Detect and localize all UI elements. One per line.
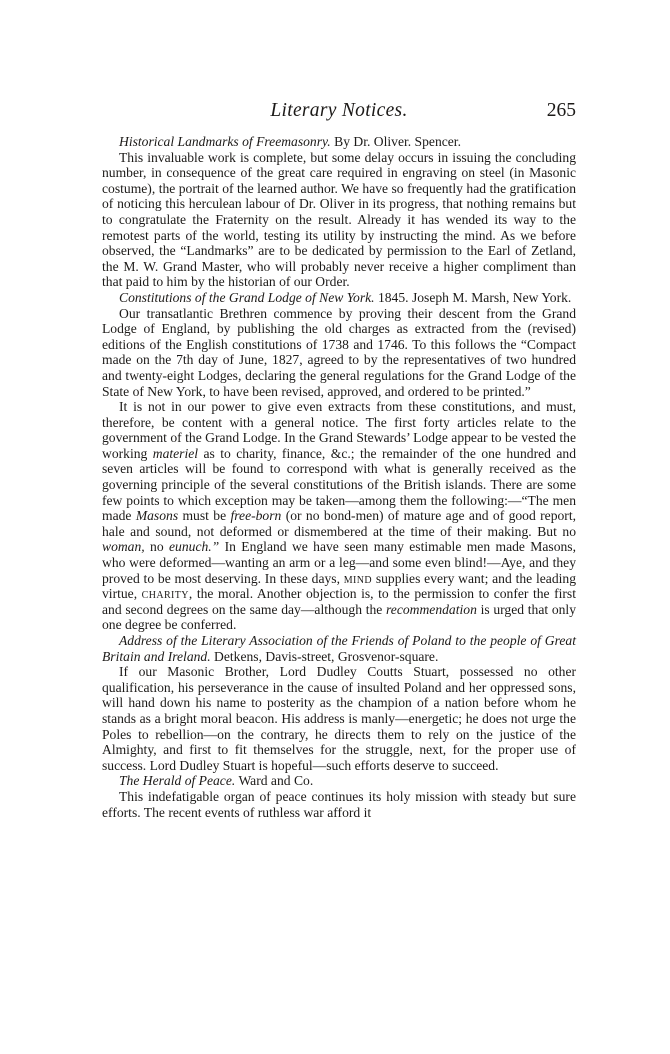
paragraph	[102, 399, 576, 633]
entry-meta: Ward and Co.	[238, 773, 314, 789]
text-run: no	[144, 539, 170, 555]
text-run: is urged that only one degree be conferred.	[102, 601, 576, 633]
entry-title: Constitutions of the Grand Lodge of New York.	[119, 289, 375, 305]
text-run: as to charity, finance, &c.; the remainder of the one hundred and seven articles will be found to correspond with what is generally received as the governing principle of the several constitutions of the British islands. There are some few points to which exception may be taken—among them the following:—“The men made	[102, 445, 576, 524]
italic-run: materiel	[152, 445, 199, 461]
text-run: In England we have seen many estimable men made Masons, who were deformed—wanting an arm or a leg—and some even blind!—Aye, and they proved to be most deserving. In these days,	[102, 539, 576, 586]
body-text	[102, 134, 576, 820]
entry-heading-herald-of-peace	[102, 773, 576, 789]
entry-title: The Herald of Peace.	[119, 773, 236, 789]
paragraph: Our transatlantic Brethren commence by proving their descent from the Grand Lodge of England, by publishing the old charges as extracted from the (revised) editions of the English constitutions of 1738 and 1746. To this follows the “Compact made on the 7th day of June, 1827, agreed to by the representatives of two hundred and twenty-eight Lodges, declaring the general regulations for the Grand Lodge of the State of New York, to have been revised, approved, and ordered to be printed.”	[102, 305, 576, 399]
text-run: , the moral. Another objection is, to the permission to confer the first and second degrees on the same day—although the	[102, 586, 576, 617]
entry-heading-constitutions	[102, 290, 576, 306]
entry-heading-poland-address	[102, 633, 576, 664]
small-caps-run: charity	[141, 586, 189, 602]
page-number: 265	[546, 100, 576, 121]
paragraph: If our Masonic Brother, Lord Dudley Coutts Stuart, possessed no other qualification, his perseverance in the cause of insulted Poland and her oppressed sons, will hand down his name to posterity as the champion of a nation before whom he stands as a bright moral beacon. His address is manly—energetic; he does not urge the Poles to rebellion—on the contrary, he directs them to rely on the justice of the Almighty, and first to fit themselves for the struggle, next, for the proper use of success. Lord Dudley Stuart is hopeful—such efforts deserve to succeed.	[102, 664, 576, 773]
entry-heading-landmarks	[102, 134, 576, 150]
text-run: must be	[178, 508, 231, 524]
italic-run: woman,	[102, 539, 145, 555]
small-caps-run: mind	[343, 570, 373, 586]
page	[102, 100, 576, 820]
paragraph: This indefatigable organ of peace continues its holy mission with steady but sure efforts. The recent events of ruthless war afford it	[102, 788, 576, 820]
entry-title: Historical Landmarks of Freemasonry.	[119, 134, 331, 149]
text-run: (or no bond-men) of mature age and of good report, hale and sound, not deformed or dismembered at the time of their making. But no	[102, 508, 577, 539]
entry-meta: By Dr. Oliver. Spencer.	[334, 134, 461, 149]
text-run: supplies every want; and the leading virtue,	[102, 570, 576, 602]
running-title: Literary Notices.	[270, 100, 408, 121]
italic-run: recommendation	[386, 601, 477, 617]
entry-title: Address of the Literary Association of the Friends of Poland to the people of Great Britain and Ireland.	[102, 633, 576, 664]
entry-meta: 1845. Joseph M. Marsh, New York.	[377, 289, 572, 305]
paragraph: This invaluable work is complete, but some delay occurs in issuing the concluding number, in consequence of the great care required in engraving on steel (in Masonic costume), the portrait of the learned author. We have so frequently had the gratification of noticing this herculean labour of Dr. Oliver in its progress, that nothing remains but to congratulate the Fraternity on the result. Already it has wended its way to the remotest parts of the world, testing its utility by instructing the mind. As we before observed, the “Landmarks” are to be dedicated by permission to the Earl of Zetland, the M. W. Grand Master, who will probably never receive a higher compliment than that paid to him by the historian of our Order.	[102, 149, 576, 290]
entry-meta: Detkens, Davis-street, Grosvenor-square.	[214, 648, 439, 664]
running-head	[102, 100, 576, 130]
text-run: It is not in our power to give even extracts from these constitutions, and must, therefore, be content with a general notice. The first forty articles relate to the government of the Grand Lodge. In the Grand Stewards’ Lodge appear to be vested the working	[102, 399, 576, 461]
italic-run: eunuch.”	[169, 539, 220, 555]
italic-run: Masons	[135, 508, 179, 524]
italic-run: free-born	[230, 508, 282, 524]
